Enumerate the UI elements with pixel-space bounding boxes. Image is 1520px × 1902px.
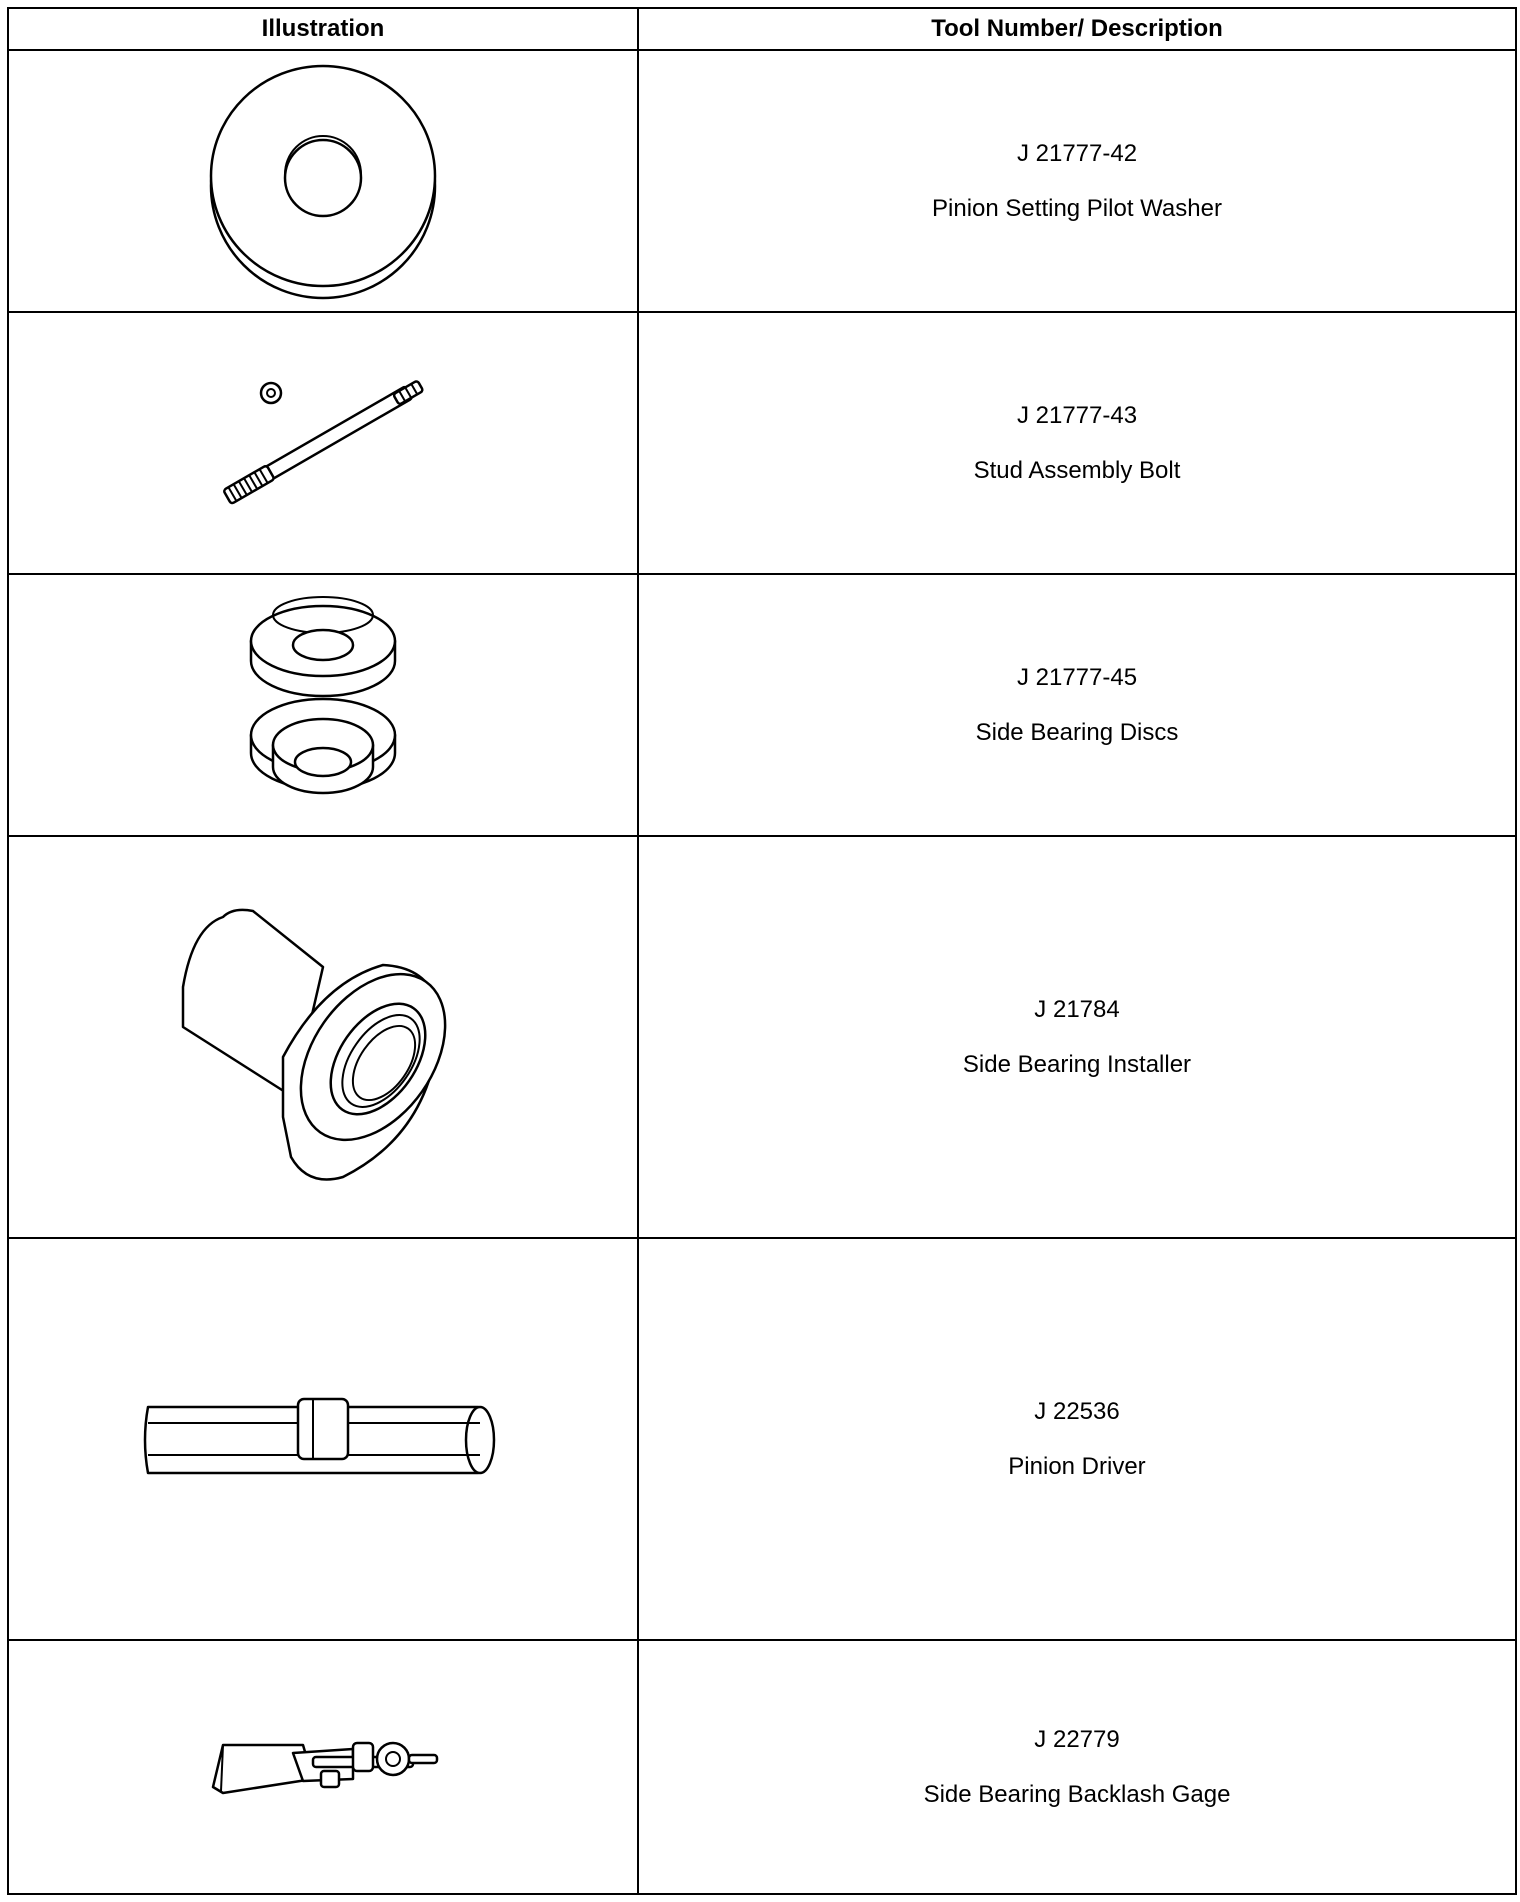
illustration-cell <box>8 1238 638 1640</box>
tool-number: J 21777-42 <box>1016 140 1138 167</box>
tool-number: J 22536 <box>1034 1398 1120 1425</box>
tool-description: Side Bearing Backlash Gage <box>923 1781 1231 1808</box>
illustration-cell <box>8 50 638 312</box>
tool-number: J 21784 <box>1034 996 1120 1023</box>
tool-cell <box>638 1640 1516 1894</box>
bearing-discs-icon <box>233 585 413 825</box>
tool-description: Pinion Setting Pilot Washer <box>932 195 1222 222</box>
tool-description: Side Bearing Discs <box>975 719 1179 746</box>
table-row <box>8 50 1516 312</box>
tool-description: Stud Assembly Bolt <box>973 457 1181 484</box>
pinion-driver-icon <box>138 1389 508 1489</box>
tool-description: Side Bearing Installer <box>962 1051 1192 1078</box>
table-row <box>8 1238 1516 1640</box>
tool-cell <box>638 312 1516 574</box>
table-row <box>8 312 1516 574</box>
tool-cell <box>638 1238 1516 1640</box>
tool-cell <box>638 836 1516 1238</box>
tool-number: J 21777-45 <box>1016 664 1138 691</box>
illustration-cell <box>8 1640 638 1894</box>
tool-cell <box>638 50 1516 312</box>
illustration-header: Illustration <box>8 8 638 50</box>
special-tools-table <box>7 7 1517 1895</box>
tool-description: Pinion Driver <box>1008 1453 1146 1480</box>
table-row <box>8 1640 1516 1894</box>
tool-cell <box>638 574 1516 836</box>
illustration-cell <box>8 312 638 574</box>
bearing-installer-icon <box>173 887 473 1187</box>
tool-number: J 21777-43 <box>1016 402 1138 429</box>
table-row <box>8 574 1516 836</box>
washer-icon <box>193 56 453 306</box>
header-row <box>8 8 1516 50</box>
table-row <box>8 836 1516 1238</box>
stud-bolt-icon <box>193 363 453 523</box>
illustration-cell <box>8 836 638 1238</box>
tool-number: J 22779 <box>1034 1726 1120 1753</box>
backlash-gage-icon <box>203 1727 443 1807</box>
tool-header: Tool Number/ Description <box>638 8 1516 50</box>
illustration-cell <box>8 574 638 836</box>
